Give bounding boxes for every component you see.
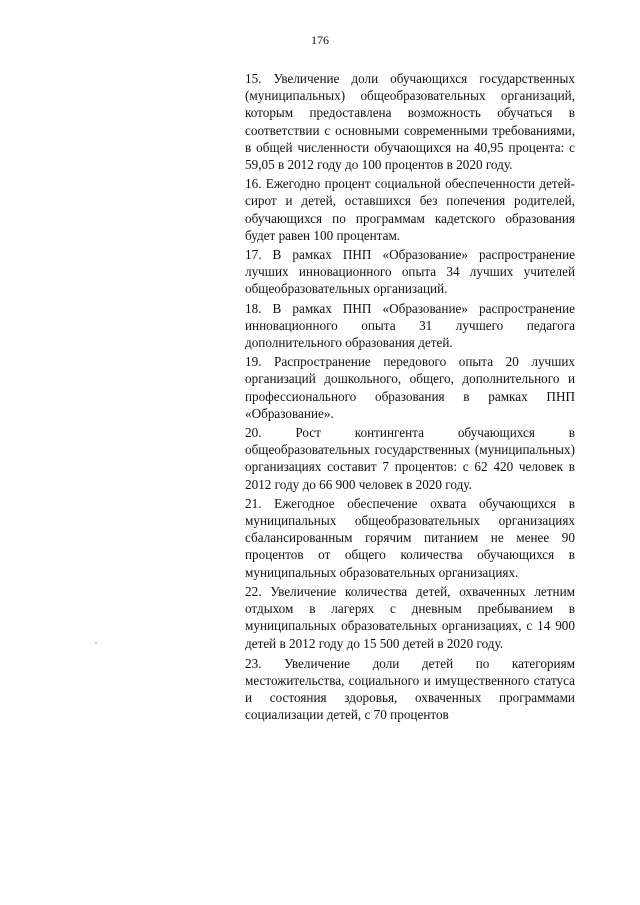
list-item-23: 23. Увеличение доли детей по категориям местожительства, социального и имущественного статуса и состояния здоровья, охваченных программами социализации детей, с 70 процентов: [245, 655, 575, 723]
list-item-16: 16. Ежегодно процент социальной обеспеченности детей-сирот и детей, оставшихся без попечения родителей, обучающихся по программам кадетского образования будет равен 100 процентам.: [245, 176, 575, 243]
page-number: 176: [311, 33, 329, 47]
list-item-21: 21. Ежегодное обеспечение охвата обучающихся в муниципальных общеобразовательных организациях сбалансированным горячим питанием не менее 90 процентов от общего количества обучающихся в муниципальных образовательных организациях.: [245, 495, 575, 580]
list-item-18: 18. В рамках ПНП «Образование» распространение инновационного опыта 31 лучшего педагога дополнительного образования детей.: [245, 300, 575, 351]
document-body: [245, 70, 575, 724]
scan-speck: [95, 642, 97, 644]
list-item-19: 19. Распространение передового опыта 20 лучших организаций дошкольного, общего, дополнительного и профессионального образования в рамках ПНП «Образование».: [245, 354, 575, 421]
list-item-20: 20. Рост контингента обучающихся в общеобразовательных государственных (муниципальных) организациях составит 7 процентов: с 62 420 человек в 2012 году до 66 900 человек в 2020 году.: [245, 425, 575, 492]
list-item-22: 22. Увеличение количества детей, охваченных летним отдыхом в лагерях с дневным пребыванием в муниципальных образовательных организациях, с 14 900 детей в 2012 году до 15 500 детей в 2020 году.: [245, 583, 575, 651]
list-item-17: 17. В рамках ПНП «Образование» распространение лучших инновационного опыта 34 лучших учителей общеобразовательных организаций.: [245, 247, 575, 297]
list-item-15: 15. Увеличение доли обучающихся государственных (муниципальных) общеобразовательных организаций, которым предоставлена возможность обучаться в соответствии с основными современными требованиями, в общей численности обучающихся на 40,95 процента: с 59,05 в 2012 году до 100 процентов в 2020 году.: [245, 71, 575, 173]
